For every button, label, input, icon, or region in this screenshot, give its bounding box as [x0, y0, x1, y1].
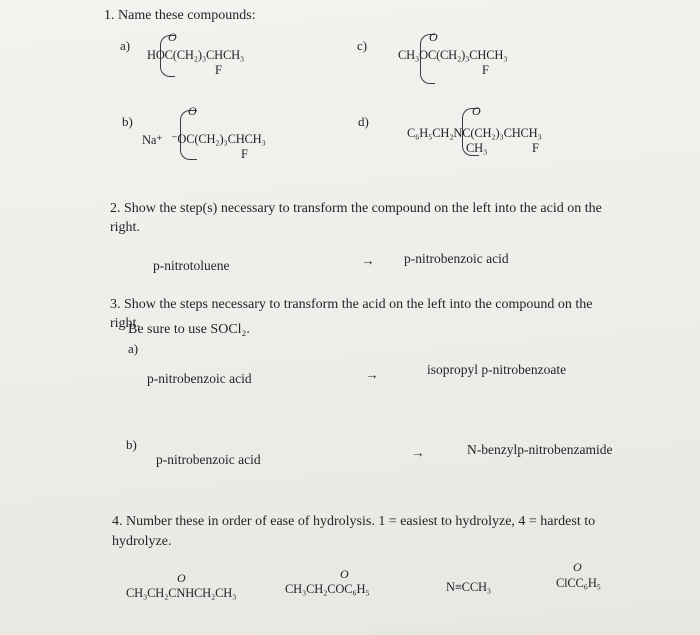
q1b-sodium-ion: Na⁺ — [142, 133, 163, 147]
q1-title: 1. Name these compounds: — [104, 8, 256, 23]
q4-compound-2-oxygen: O — [340, 567, 349, 581]
q2-start-compound: p-nitrotoluene — [153, 258, 230, 273]
q4-compound-1-oxygen: O — [177, 571, 186, 585]
q4-compound-4-oxygen: O — [573, 560, 582, 574]
q3b-label: b) — [126, 437, 137, 452]
q3-prompt: 3. Show the steps necessary to transform the acid on the left into the compound on the right. — [110, 297, 593, 331]
q1d-methyl-substituent: CH₃ — [466, 141, 488, 155]
q1c-label: c) — [357, 38, 368, 53]
q3b-target-compound: N-benzylp-nitrobenzamide — [467, 442, 613, 457]
q4-compound-4: ClCC₆H₅ — [556, 576, 601, 590]
q3-socl2-note: Be sure to use SOCl₂. — [128, 322, 250, 337]
q1d-carbonyl-oxygen: O — [472, 104, 481, 118]
q1d-formula: C₆H₅CH₂NC(CH₂)₃CHCH₃ — [407, 126, 542, 140]
q1b-substituent: F — [241, 147, 248, 161]
q1a-formula: HOC(CH₂)₃CHCH₃ — [147, 48, 245, 62]
q1d-fluoro-substituent: F — [532, 141, 539, 155]
q4-compound-1: CH₃CH₂CNHCH₂CH₃ — [126, 586, 237, 600]
q1c-formula: CH₃OC(CH₂)₃CHCH₃ — [398, 48, 508, 62]
q1a-label: a) — [120, 38, 131, 53]
q3a-start-compound: p-nitrobenzoic acid — [147, 371, 252, 386]
q3a-arrow: → — [365, 367, 379, 382]
q1d-label: d) — [358, 114, 369, 129]
q2-arrow: → — [361, 253, 375, 268]
q2-prompt: 2. Show the step(s) necessary to transform the compound on the left into the acid on the right. — [110, 201, 602, 235]
q1a-substituent: F — [215, 63, 222, 77]
q1c-substituent: F — [482, 63, 489, 77]
q1b-carbonyl-oxygen: O — [188, 104, 197, 118]
q1b-formula: ⁻OC(CH₂)₃CHCH₃ — [171, 132, 266, 146]
q3b-arrow: → — [411, 445, 425, 460]
q4-prompt: 4. Number these in order of ease of hydrolysis. 1 = easiest to hydrolyze, 4 = hardest to hydrolyze. — [112, 514, 596, 549]
q3a-target-compound: isopropyl p-nitrobenzoate — [427, 362, 567, 377]
q3b-start-compound: p-nitrobenzoic acid — [156, 452, 261, 467]
q1c-carbonyl-oxygen: O — [429, 30, 438, 44]
q2-target-compound: p-nitrobenzoic acid — [404, 251, 509, 266]
q1b-label: b) — [122, 114, 133, 129]
q1a-carbonyl-oxygen: O — [168, 30, 177, 44]
q3a-label: a) — [128, 341, 139, 356]
q4-compound-3: N≡CCH₃ — [446, 580, 491, 594]
q4-compound-2: CH₃CH₂COC₆H₅ — [285, 582, 370, 596]
